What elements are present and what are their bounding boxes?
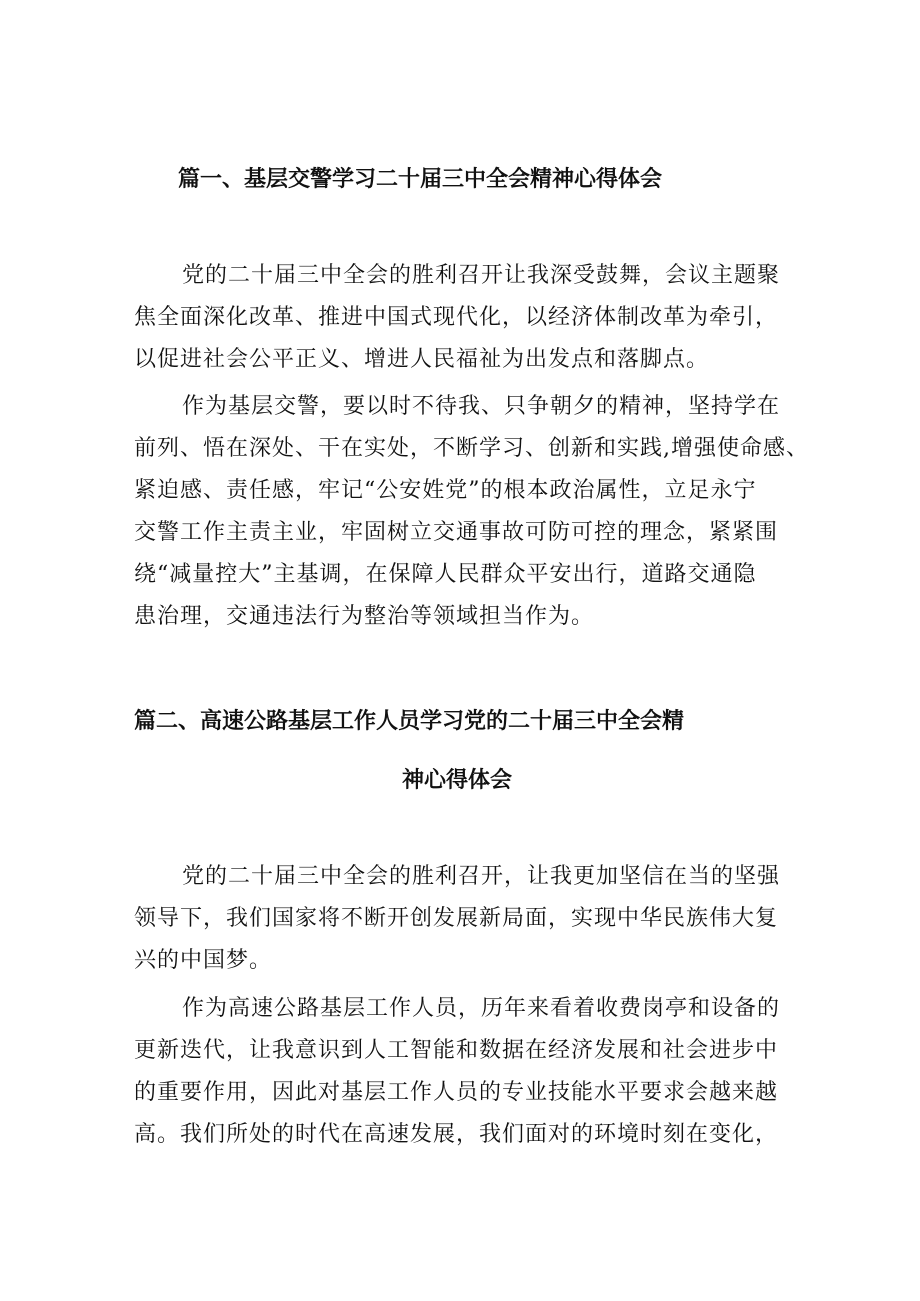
paragraph-line: 更新迭代，让我意识到人工智能和数据在经济发展和社会进步中 (134, 1038, 779, 1063)
paragraph-line: 党的二十届三中全会的胜利召开，让我更加坚信在当的坚强 (182, 864, 781, 889)
paragraph-line: 绕“减量控大”主基调，在保障人民群众平安出行，道路交通隐 (134, 562, 757, 587)
paragraph-line: 前列、悟在深处、干在实处，不断学习、创新和实践,增强使命感、 (134, 436, 809, 461)
paragraph-line: 党的二十届三中全会的胜利召开让我深受鼓舞，会议主题聚 (182, 263, 781, 288)
section-2-title-line-1: 篇二、高速公路基层工作人员学习党的二十届三中全会精 (134, 709, 685, 734)
section-2-title-line-2: 神心得体会 (402, 768, 513, 793)
paragraph-line: 作为高速公路基层工作人员，历年来看着收费岗亭和设备的 (182, 996, 781, 1021)
section-1-paragraph-2 (134, 386, 809, 638)
paragraph-line: 的重要作用，因此对基层工作人员的专业技能水平要求会越来越 (134, 1080, 779, 1105)
section-1-paragraph-1 (134, 255, 794, 381)
section-2-paragraph-2 (134, 988, 794, 1156)
paragraph-line: 领导下，我们国家将不断开创发展新局面，实现中华民族伟大复 (134, 906, 779, 931)
section-1-title: 篇一、基层交警学习二十届三中全会精神心得体会 (178, 167, 663, 192)
paragraph-line: 紧迫感、责任感，牢记“公安姓党”的根本政治属性，立足永宁 (134, 478, 757, 503)
paragraph-line: 患治理，交通违法行为整治等领域担当作为。 (134, 604, 595, 629)
section-2-paragraph-1 (134, 856, 794, 982)
paragraph-line: 焦全面深化改革、推进中国式现代化，以经济体制改革为牵引， (134, 305, 779, 330)
paragraph-line: 作为基层交警，要以时不待我、只争朝夕的精神，坚持学在 (182, 394, 781, 419)
paragraph-line: 高。我们所处的时代在高速发展，我们面对的环境时刻在变化， (134, 1122, 779, 1147)
paragraph-line: 以促进社会公平正义、增进人民福祉为出发点和落脚点。 (134, 347, 710, 372)
paragraph-line: 交警工作主责主业，牢固树立交通事故可防可控的理念，紧紧围 (134, 520, 779, 545)
paragraph-line: 兴的中国梦。 (134, 948, 273, 973)
